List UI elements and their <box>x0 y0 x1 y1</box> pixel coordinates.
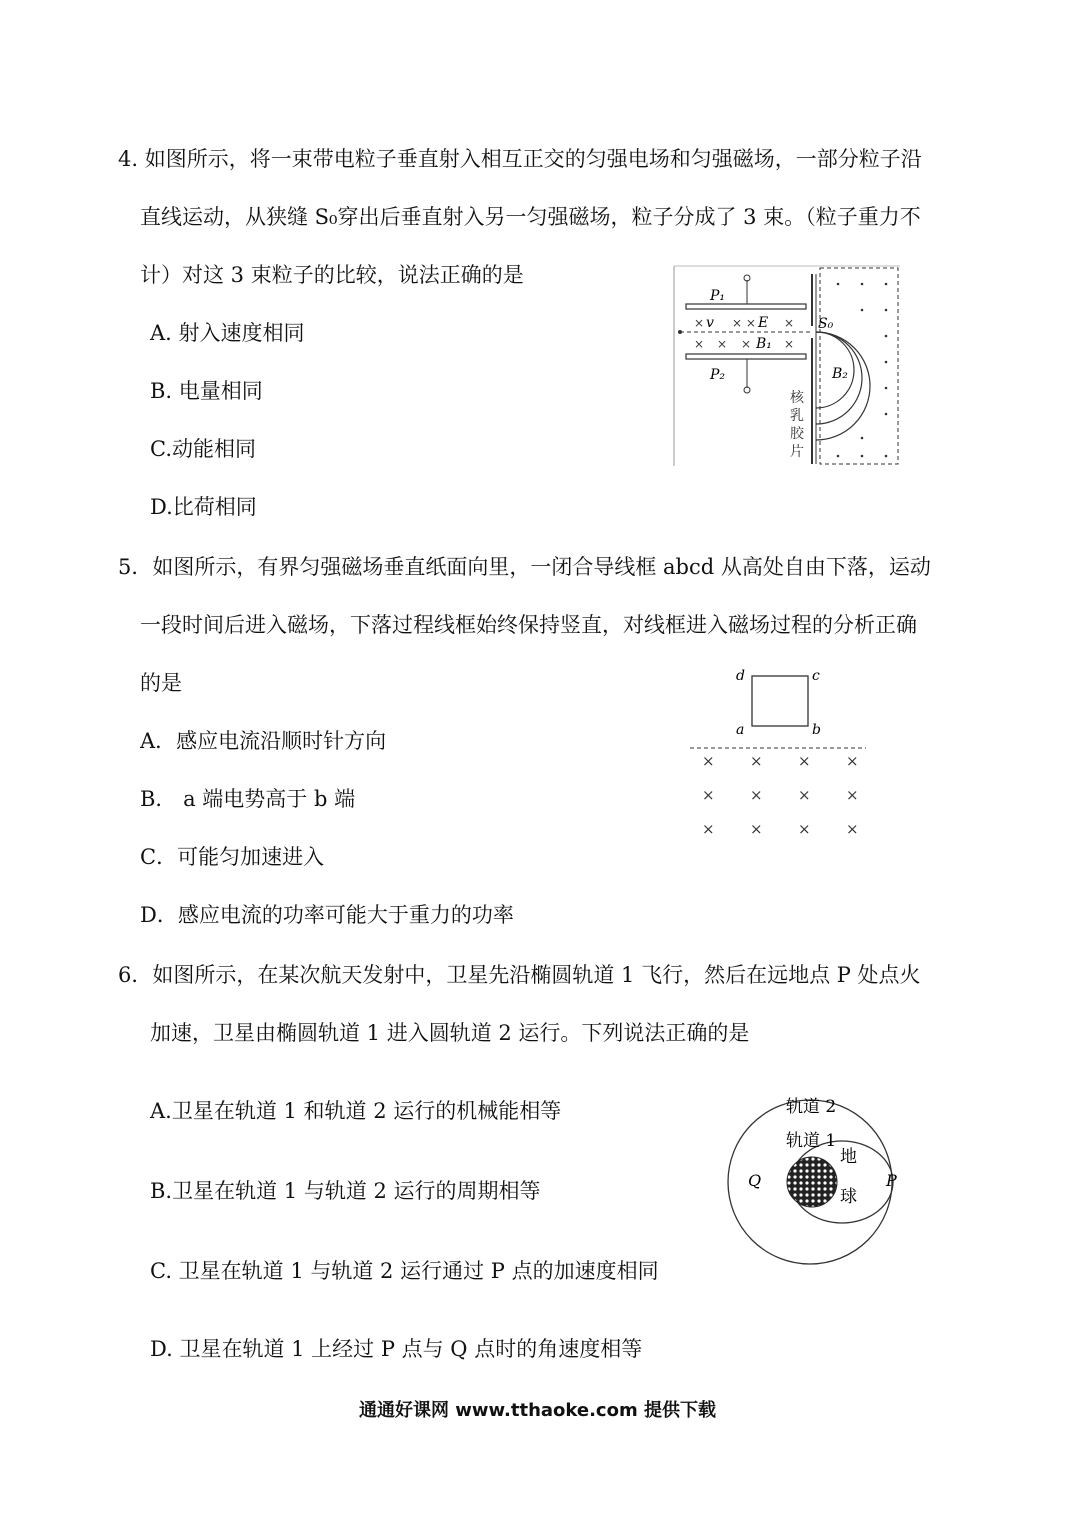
q6-stem-line-2: 加速，卫星由椭圆轨道 1 进入圆轨道 2 运行。下列说法正确的是 <box>150 1021 750 1045</box>
earth-char-1: 地 <box>840 1147 857 1167</box>
q4-stem-line-1: 4. 如图所示，将一束带电粒子垂直射入相互正交的匀强电场和匀强磁场，一部分粒子沿 <box>118 147 922 171</box>
svg-text:×: × <box>702 752 715 770</box>
q6-figure-orbits <box>720 1090 920 1260</box>
q6-stem-line-1: 6．如图所示，在某次航天发射中，卫星先沿椭圆轨道 1 飞行，然后在远地点 P 处点火 <box>118 963 921 987</box>
svg-text:×: × <box>846 752 859 770</box>
q4-option-d: D.比荷相同 <box>150 495 257 519</box>
svg-text:×: × <box>702 786 715 804</box>
svg-text:×: × <box>798 786 811 804</box>
q5-stem-line-2: 一段时间后进入磁场，下落过程线框始终保持竖直，对线框进入磁场过程的分析正确 <box>140 613 917 637</box>
a-label: a <box>736 722 745 738</box>
svg-text:× ×: × × <box>732 316 756 330</box>
svg-text:×: × <box>694 337 705 351</box>
svg-text:×: × <box>717 337 728 351</box>
q5-option-a: A．感应电流沿顺时针方向 <box>140 729 387 753</box>
orbit2-label: 轨道 2 <box>786 1097 837 1117</box>
svg-text:×: × <box>694 316 705 330</box>
q5-option-c: C．可能匀加速进入 <box>140 845 325 869</box>
svg-text:×: × <box>750 820 763 838</box>
svg-text:×: × <box>784 337 795 351</box>
q4-option-b: B. 电量相同 <box>150 379 263 403</box>
q4-option-a: A. 射入速度相同 <box>150 321 305 345</box>
svg-text:×: × <box>798 752 811 770</box>
svg-text:×: × <box>702 820 715 838</box>
page-footer: 通通好课网 www.tthaoke.com 提供下载 <box>359 1400 716 1421</box>
p2-label: P₂ <box>710 367 726 383</box>
film-char-2: 乳 <box>790 408 804 424</box>
b2-label: B₂ <box>832 366 848 382</box>
svg-text:×: × <box>741 337 752 351</box>
svg-text:×: × <box>798 820 811 838</box>
svg-text:×: × <box>846 786 859 804</box>
q5-option-d: D．感应电流的功率可能大于重力的功率 <box>140 903 514 927</box>
v-label: v <box>706 315 714 331</box>
orbit1-label: 轨道 1 <box>786 1131 837 1151</box>
p-point-label: P <box>886 1171 897 1190</box>
film-char-4: 片 <box>790 444 804 460</box>
q5-figure-wire-frame <box>690 664 870 844</box>
q6-option-a: A.卫星在轨道 1 和轨道 2 运行的机械能相等 <box>150 1099 562 1123</box>
q4-stem-line-3: 计）对这 3 束粒子的比较，说法正确的是 <box>140 263 524 287</box>
q6-option-c: C. 卫星在轨道 1 与轨道 2 运行通过 P 点的加速度相同 <box>150 1259 659 1283</box>
q-point-label: Q <box>748 1171 762 1190</box>
q4-stem-line-2: 直线运动，从狭缝 S₀穿出后垂直射入另一匀强磁场，粒子分成了 3 束。（粒子重力不 <box>140 205 921 229</box>
film-char-3: 胶 <box>790 426 804 442</box>
q5-stem-line-1: 5．如图所示，有界匀强磁场垂直纸面向里，一闭合导线框 abcd 从高处自由下落，运动 <box>118 555 931 579</box>
q6-option-d: D. 卫星在轨道 1 上经过 P 点与 Q 点时的角速度相等 <box>150 1337 643 1361</box>
svg-text:×: × <box>846 820 859 838</box>
b1-label: B₁ <box>756 336 772 352</box>
q6-option-b: B.卫星在轨道 1 与轨道 2 运行的周期相等 <box>150 1179 541 1203</box>
b-label: b <box>812 722 821 738</box>
q4-option-c: C.动能相同 <box>150 437 256 461</box>
c-label: c <box>812 668 820 684</box>
q4-figure-mass-spectrometer <box>672 266 902 468</box>
film-char-1: 核 <box>790 390 804 406</box>
svg-text:×: × <box>750 752 763 770</box>
d-label: d <box>736 668 745 684</box>
svg-text:×: × <box>784 316 795 330</box>
svg-text:×: × <box>750 786 763 804</box>
earth-char-2: 球 <box>840 1187 857 1207</box>
q5-stem-line-3: 的是 <box>140 671 182 695</box>
e-label: E <box>758 315 769 331</box>
q5-option-b: B． a 端电势高于 b 端 <box>140 787 356 811</box>
p1-label: P₁ <box>710 288 726 304</box>
s0-label: S₀ <box>818 316 834 332</box>
